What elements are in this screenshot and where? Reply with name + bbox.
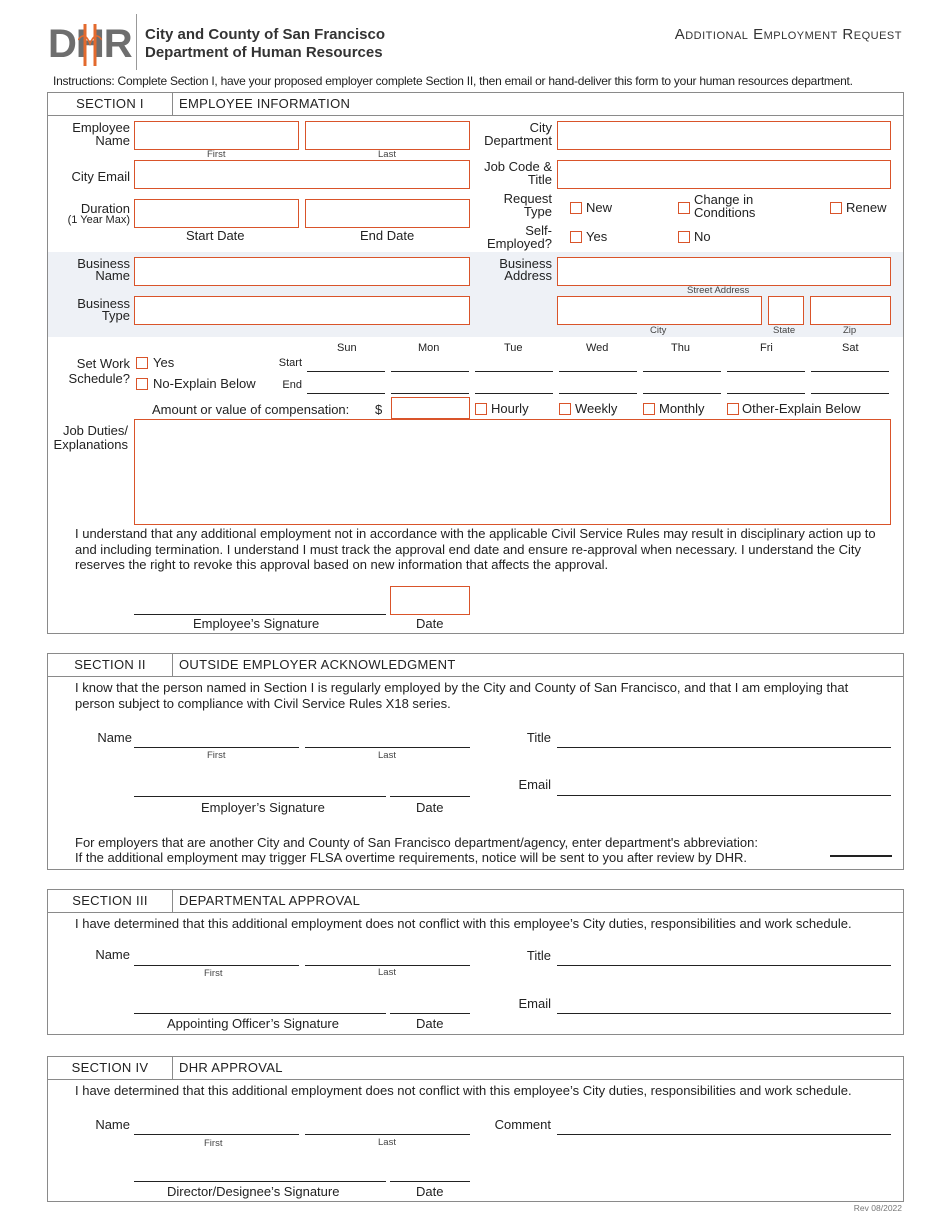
schedule-yes-label: Yes bbox=[153, 355, 175, 370]
compensation-amount-field[interactable] bbox=[391, 397, 470, 419]
schedule-end-label: End bbox=[282, 379, 302, 391]
employee-date-caption: Date bbox=[416, 616, 444, 631]
department-abbreviation-line[interactable] bbox=[830, 855, 892, 857]
revision-note: Rev 08/2022 bbox=[853, 1203, 902, 1213]
org-name-line2: Department of Human Resources bbox=[145, 44, 383, 61]
employer-first-caption: First bbox=[207, 750, 226, 761]
sun-end-line[interactable] bbox=[307, 393, 385, 394]
wed-start-line[interactable] bbox=[559, 371, 637, 372]
employee-first-name-field[interactable] bbox=[134, 121, 299, 150]
approver-last-caption: Last bbox=[378, 967, 396, 978]
pay-weekly-label: Weekly bbox=[575, 401, 618, 416]
fri-start-line[interactable] bbox=[727, 371, 805, 372]
approver-email-line[interactable] bbox=[557, 1013, 891, 1014]
section-3-header bbox=[48, 890, 903, 913]
employer-last-caption: Last bbox=[378, 750, 396, 761]
business-street-field[interactable] bbox=[557, 257, 891, 286]
self-employed-no-checkbox[interactable] bbox=[678, 231, 690, 243]
compensation-label: Amount or value of compensation: bbox=[152, 402, 350, 417]
dhr-last-caption: Last bbox=[378, 1137, 396, 1148]
business-address-label: Business Address bbox=[499, 256, 552, 283]
approver-first-name-line[interactable] bbox=[134, 965, 299, 966]
employer-date-line[interactable] bbox=[390, 796, 470, 797]
employer-title-label: Title bbox=[526, 730, 551, 745]
sat-start-line[interactable] bbox=[811, 371, 889, 372]
business-name-label: Business Name bbox=[77, 256, 130, 283]
employee-acknowledgment: I understand that any additional employment not in accordance with the applicable Civil Service Rules may result in disciplinary action up to and including termination. I understand I must track the approval end date and ensure re-approval when necessary. I understand the City reserves the right to revoke this approval based on new information that affects the approval. bbox=[75, 526, 876, 572]
employer-title-line[interactable] bbox=[557, 747, 891, 748]
pay-hourly-label: Hourly bbox=[491, 401, 529, 416]
city-department-label: City Department bbox=[484, 120, 552, 148]
end-date-field[interactable] bbox=[305, 199, 470, 228]
employer-name-label: Name bbox=[97, 730, 132, 745]
day-sun: Sun bbox=[337, 342, 357, 354]
employee-name-label: Employee Name bbox=[72, 120, 130, 148]
department-abbreviation-note: For employers that are another City and County of San Francisco department/agency, enter department's abbreviation: bbox=[75, 835, 758, 850]
start-date-caption: Start Date bbox=[186, 228, 245, 243]
self-employed-label: Self-Employed? bbox=[486, 223, 552, 251]
pay-other-label: Other-Explain Below bbox=[742, 401, 861, 416]
dhr-comment-label: Comment bbox=[494, 1117, 551, 1132]
pay-monthly-checkbox[interactable] bbox=[643, 403, 655, 415]
employer-last-name-line[interactable] bbox=[305, 747, 470, 748]
fri-end-line[interactable] bbox=[727, 393, 805, 394]
employer-email-label: Email bbox=[518, 777, 551, 792]
dhr-last-name-line[interactable] bbox=[305, 1134, 470, 1135]
section-2-number: SECTION II bbox=[48, 654, 173, 676]
employer-signature-caption: Employer’s Signature bbox=[201, 800, 325, 815]
section-1-header bbox=[48, 93, 903, 116]
currency-symbol: $ bbox=[375, 402, 383, 417]
business-name-field[interactable] bbox=[134, 257, 470, 286]
schedule-no-label: No-Explain Below bbox=[153, 376, 256, 391]
zip-caption: Zip bbox=[843, 325, 857, 336]
set-schedule-label: Set Work Schedule? bbox=[68, 356, 130, 386]
tue-end-line[interactable] bbox=[475, 393, 553, 394]
business-state-field[interactable] bbox=[768, 296, 804, 325]
mon-end-line[interactable] bbox=[391, 393, 469, 394]
sat-end-line[interactable] bbox=[811, 393, 889, 394]
day-thu: Thu bbox=[671, 342, 690, 354]
flsa-note: If the additional employment may trigger FLSA overtime requirements, notice will be sent to you after review by DHR. bbox=[75, 850, 747, 865]
dhr-first-name-line[interactable] bbox=[134, 1134, 299, 1135]
form-title: Additional Employment Request bbox=[674, 26, 902, 43]
section-2-title: OUTSIDE EMPLOYER ACKNOWLEDGMENT bbox=[179, 657, 456, 672]
schedule-no-checkbox[interactable] bbox=[136, 378, 148, 390]
section-4-number: SECTION IV bbox=[48, 1057, 173, 1079]
city-caption: City bbox=[650, 325, 667, 336]
start-date-field[interactable] bbox=[134, 199, 299, 228]
state-caption: State bbox=[773, 325, 796, 336]
day-mon: Mon bbox=[418, 342, 440, 354]
sun-start-line[interactable] bbox=[307, 371, 385, 372]
mon-start-line[interactable] bbox=[391, 371, 469, 372]
request-type-label: Request Type bbox=[503, 191, 552, 219]
header-divider bbox=[136, 14, 137, 70]
business-type-field[interactable] bbox=[134, 296, 470, 325]
employee-signature-line[interactable] bbox=[134, 614, 386, 615]
employer-signature-line[interactable] bbox=[134, 796, 386, 797]
job-code-title-field[interactable] bbox=[557, 160, 891, 189]
employer-statement: I know that the person named in Section I is regularly employed by the City and County of San Francisco, and that I am employing that person subject to compliance with Civil Service Rules X18 series. bbox=[75, 680, 849, 711]
end-date-caption: End Date bbox=[360, 228, 415, 243]
business-zip-field[interactable] bbox=[810, 296, 891, 325]
day-tue: Tue bbox=[504, 342, 523, 354]
dhr-date-line[interactable] bbox=[390, 1181, 470, 1182]
pay-other-checkbox[interactable] bbox=[727, 403, 739, 415]
section-2-header bbox=[48, 654, 903, 677]
employee-signature-caption: Employee’s Signature bbox=[193, 616, 320, 631]
dhr-logo bbox=[48, 22, 138, 66]
first-caption: First bbox=[207, 149, 226, 160]
employee-date-field[interactable] bbox=[390, 586, 470, 615]
approver-last-name-line[interactable] bbox=[305, 965, 470, 966]
city-email-label: City Email bbox=[71, 169, 130, 184]
self-employed-yes-checkbox[interactable] bbox=[570, 231, 582, 243]
dhr-first-caption: First bbox=[204, 1138, 223, 1149]
section-1-title: EMPLOYEE INFORMATION bbox=[179, 96, 351, 111]
thu-start-line[interactable] bbox=[643, 371, 721, 372]
employer-first-name-line[interactable] bbox=[134, 747, 299, 748]
job-duties-textarea[interactable] bbox=[134, 419, 891, 525]
schedule-start-label: Start bbox=[278, 357, 302, 369]
dhr-date-caption: Date bbox=[416, 1184, 444, 1199]
approver-name-label: Name bbox=[95, 947, 130, 962]
request-renew-label: Renew bbox=[846, 200, 887, 215]
section-1-number: SECTION I bbox=[48, 93, 173, 115]
section-3-title: DEPARTMENTAL APPROVAL bbox=[179, 893, 361, 908]
director-signature-caption: Director/Designee’s Signature bbox=[167, 1184, 340, 1199]
job-code-label: Job Code & Title bbox=[484, 159, 552, 187]
city-department-field[interactable] bbox=[557, 121, 891, 150]
director-signature-line[interactable] bbox=[134, 1181, 386, 1182]
request-new-checkbox[interactable] bbox=[570, 202, 582, 214]
employer-date-caption: Date bbox=[416, 800, 444, 815]
approver-email-label: Email bbox=[518, 996, 551, 1011]
duration-label: Duration bbox=[80, 201, 130, 216]
last-caption: Last bbox=[378, 149, 396, 160]
appointing-officer-signature-caption: Appointing Officer’s Signature bbox=[167, 1016, 339, 1031]
pay-weekly-checkbox[interactable] bbox=[559, 403, 571, 415]
pay-monthly-label: Monthly bbox=[659, 401, 705, 416]
self-employed-no-label: No bbox=[694, 229, 711, 244]
request-new-label: New bbox=[586, 200, 613, 215]
thu-end-line[interactable] bbox=[643, 393, 721, 394]
section-4-header bbox=[48, 1057, 903, 1080]
logo-text: DHR bbox=[48, 22, 132, 66]
dhr-comment-line[interactable] bbox=[557, 1134, 891, 1135]
schedule-yes-checkbox[interactable] bbox=[136, 357, 148, 369]
department-statement: I have determined that this additional employment does not conflict with this employee’s City duties, responsibilities and work schedule. bbox=[75, 916, 852, 931]
job-duties-label: Job Duties/ Explanations bbox=[53, 423, 128, 452]
org-name-line1: City and County of San Francisco bbox=[145, 26, 386, 43]
employer-email-line[interactable] bbox=[557, 795, 891, 796]
approver-first-caption: First bbox=[204, 968, 223, 979]
pay-hourly-checkbox[interactable] bbox=[475, 403, 487, 415]
section-3-number: SECTION III bbox=[48, 890, 173, 912]
day-fri: Fri bbox=[760, 342, 773, 354]
street-address-caption: Street Address bbox=[687, 285, 750, 296]
city-email-field[interactable] bbox=[134, 160, 470, 189]
approver-date-line[interactable] bbox=[390, 1013, 470, 1014]
request-change-checkbox[interactable] bbox=[678, 202, 690, 214]
day-wed: Wed bbox=[586, 342, 609, 354]
self-employed-yes-label: Yes bbox=[586, 229, 608, 244]
duration-note: (1 Year Max) bbox=[67, 214, 130, 226]
approver-title-label: Title bbox=[526, 948, 551, 963]
golden-gate-bridge-icon bbox=[78, 22, 102, 66]
request-change-label: Change in Conditions bbox=[694, 192, 756, 220]
appointing-officer-signature-line[interactable] bbox=[134, 1013, 386, 1014]
request-renew-checkbox[interactable] bbox=[830, 202, 842, 214]
day-sat: Sat bbox=[842, 342, 859, 354]
tue-start-line[interactable] bbox=[475, 371, 553, 372]
employee-last-name-field[interactable] bbox=[305, 121, 470, 150]
instructions: Instructions: Complete Section I, have your proposed employer complete Section II, then email or hand-deliver this form to your human resources department. bbox=[53, 74, 853, 88]
dhr-name-label: Name bbox=[95, 1117, 130, 1132]
approver-title-line[interactable] bbox=[557, 965, 891, 966]
approver-date-caption: Date bbox=[416, 1016, 444, 1031]
business-type-label: Business Type bbox=[77, 296, 130, 323]
wed-end-line[interactable] bbox=[559, 393, 637, 394]
section-4-title: DHR APPROVAL bbox=[179, 1060, 283, 1075]
dhr-statement: I have determined that this additional employment does not conflict with this employee’s City duties, responsibilities and work schedule. bbox=[75, 1083, 852, 1098]
business-city-field[interactable] bbox=[557, 296, 762, 325]
